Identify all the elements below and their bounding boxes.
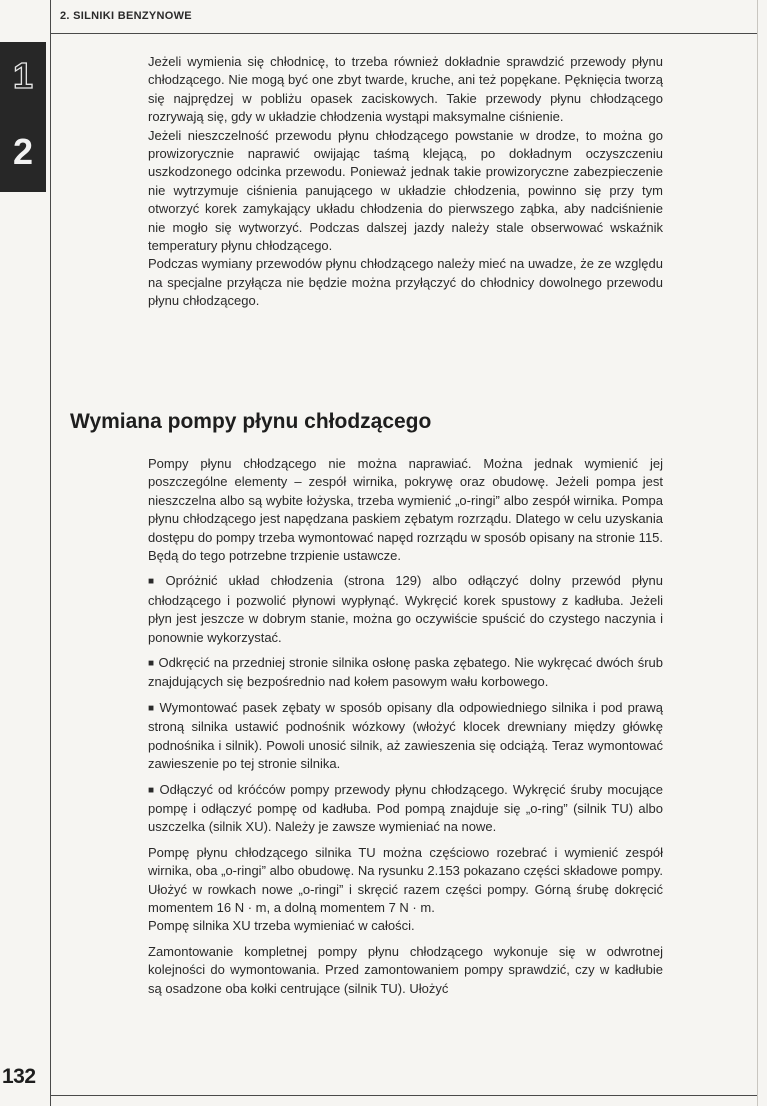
- bullet-square-icon: ■: [148, 576, 162, 588]
- step-text: Odkręcić na przedniej stronie silnika osłonę paska zębatego. Nie wykręcać dwóch śrub znajdujących się bezpośrednio nad kołem pasowym wału korbowego.: [148, 655, 663, 690]
- step-paragraph: [148, 781, 663, 837]
- step-paragraph: [148, 572, 663, 647]
- left-margin-rule: [50, 0, 51, 1106]
- body-paragraph: Zamontowanie kompletnej pompy płynu chłodzącego wykonuje się w odwrotnej kolejności do wymontowania. Przed zamontowaniem pompy sprawdzić, czy w kadłubie są osadzone oba kołki centrujące (silnik TU). Ułożyć: [148, 943, 663, 996]
- body-paragraph: Jeżeli nieszczelność przewodu płynu chłodzącego powstanie w drodze, to można go prowizorycznie naprawić owijając taśmą klejącą, po dokładnym oczyszczeniu uszkodzonego odcinka przewodu. Ponieważ jednak takie prowizoryczne zabezpieczenie nie wytrzymuje ciśnienia panującego w układzie chłodzenia, powinno się przy tym otworzyć korek zamykający układu chłodzenia do pierwszego ząbka, aby nadciśnienie nie mogło się wytworzyć. Podczas dalszej jazdy należy stale obserwować wskaźnik temperatury płynu chłodzącego.: [148, 127, 663, 254]
- body-paragraph: Jeżeli wymienia się chłodnicę, to trzeba również dokładnie sprawdzić przewody płynu chłodzącego. Nie mogą być one zbyt twarde, kruche, ani też popękane. Pęknięcia tworzą się najprędzej w pobliżu opasek zaciskowych. Takie przewody płynu chłodzącego rozrywają się, gdy w układzie chłodzenia wystąpi maksymalne ciśnienie.: [148, 54, 663, 125]
- bullet-square-icon: ■: [148, 702, 156, 714]
- chapter-tab-number-1: 1: [12, 55, 34, 96]
- chapter-tab-number-2: 2: [12, 131, 34, 172]
- section-text-block: [148, 455, 663, 998]
- bullet-square-icon: ■: [148, 784, 156, 796]
- section-intro-paragraph: Pompy płynu chłodzącego nie można naprawiać. Można jednak wymienić jej poszczególne elementy – zespół wirnika, pokrywę oraz obudowę. Jeżeli pompa jest nieszczelna albo są wybite łożyska, trzeba wymienić „o-ringi” albo zespół wirnika. Pompa płynu chłodzącego jest napędzana paskiem zębatym rozrządu. Dlatego w celu uzyskania dostępu do pompy trzeba wymontować napęd rozrządu w sposób opisany na stronie 115. Będą do tego potrzebne trzpienie ustawcze.: [148, 456, 664, 564]
- section-heading: Wymiana pompy płynu chłodzącego: [70, 410, 432, 433]
- step-text: Wymontować pasek zębaty w sposób opisany dla odpowiedniego silnika i pod prawą stroną silnika ustawić podnośnik wózkowy (włożyć klocek drewniany między główkę podnośnika i silnik). Powoli unosić silnik, aż zawieszenia się odciążą. Teraz wymontować zawieszenie po tej stronie silnika.: [148, 699, 663, 772]
- page-edge-line: [757, 0, 758, 1106]
- header-rule: [50, 33, 757, 34]
- step-paragraph: [148, 654, 663, 692]
- footer-rule: [50, 1095, 757, 1096]
- body-paragraph: Pompę płynu chłodzącego silnika TU można częściowo rozebrać i wymienić zespół wirnika, oba „o-ringi” albo obudowę. Na rysunku 2.153 pokazano części składowe pompy. Ułożyć w rowkach nowe „o-ringi” i skręcić razem części pompy. Górną śrubę dokręcić momentem 16 N · m, a dolną momentem 7 N · m.: [148, 844, 663, 915]
- step-paragraph: [148, 699, 663, 774]
- body-paragraph: Pompę silnika XU trzeba wymieniać w całości.: [148, 918, 415, 934]
- page-number: 132: [2, 1065, 36, 1088]
- step-text: Opróżnić układ chłodzenia (strona 129) albo odłączyć dolny przewód płynu chłodzącego i pozwolić płynowi wypłynąć. Wykręcić korek spustowy z kadłuba. Jeżeli płyn jest jeszcze w dobrym stanie, można go oczywiście spuścić do czystego naczynia i ponownie wykorzystać.: [148, 573, 663, 645]
- step-text: Odłączyć od króćców pompy przewody płynu chłodzącego. Wykręcić śruby mocujące pompę i odłączyć pompę od kadłuba. Pod pompą znajduje się „o-ring” (silnik TU) albo uszczelka (silnik XU). Należy je zawsze wymieniać na nowe.: [148, 781, 663, 835]
- running-head: 2. SILNIKI BENZYNOWE: [60, 10, 192, 22]
- body-paragraph: Podczas wymiany przewodów płynu chłodzącego należy mieć na uwadze, że ze względu na specjalne przyłącza nie będzie można przyłączyć do chłodnicy dowolnego przewodu płynu chłodzącego.: [148, 256, 663, 309]
- bullet-square-icon: ■: [148, 658, 155, 670]
- intro-text-block: [148, 53, 663, 311]
